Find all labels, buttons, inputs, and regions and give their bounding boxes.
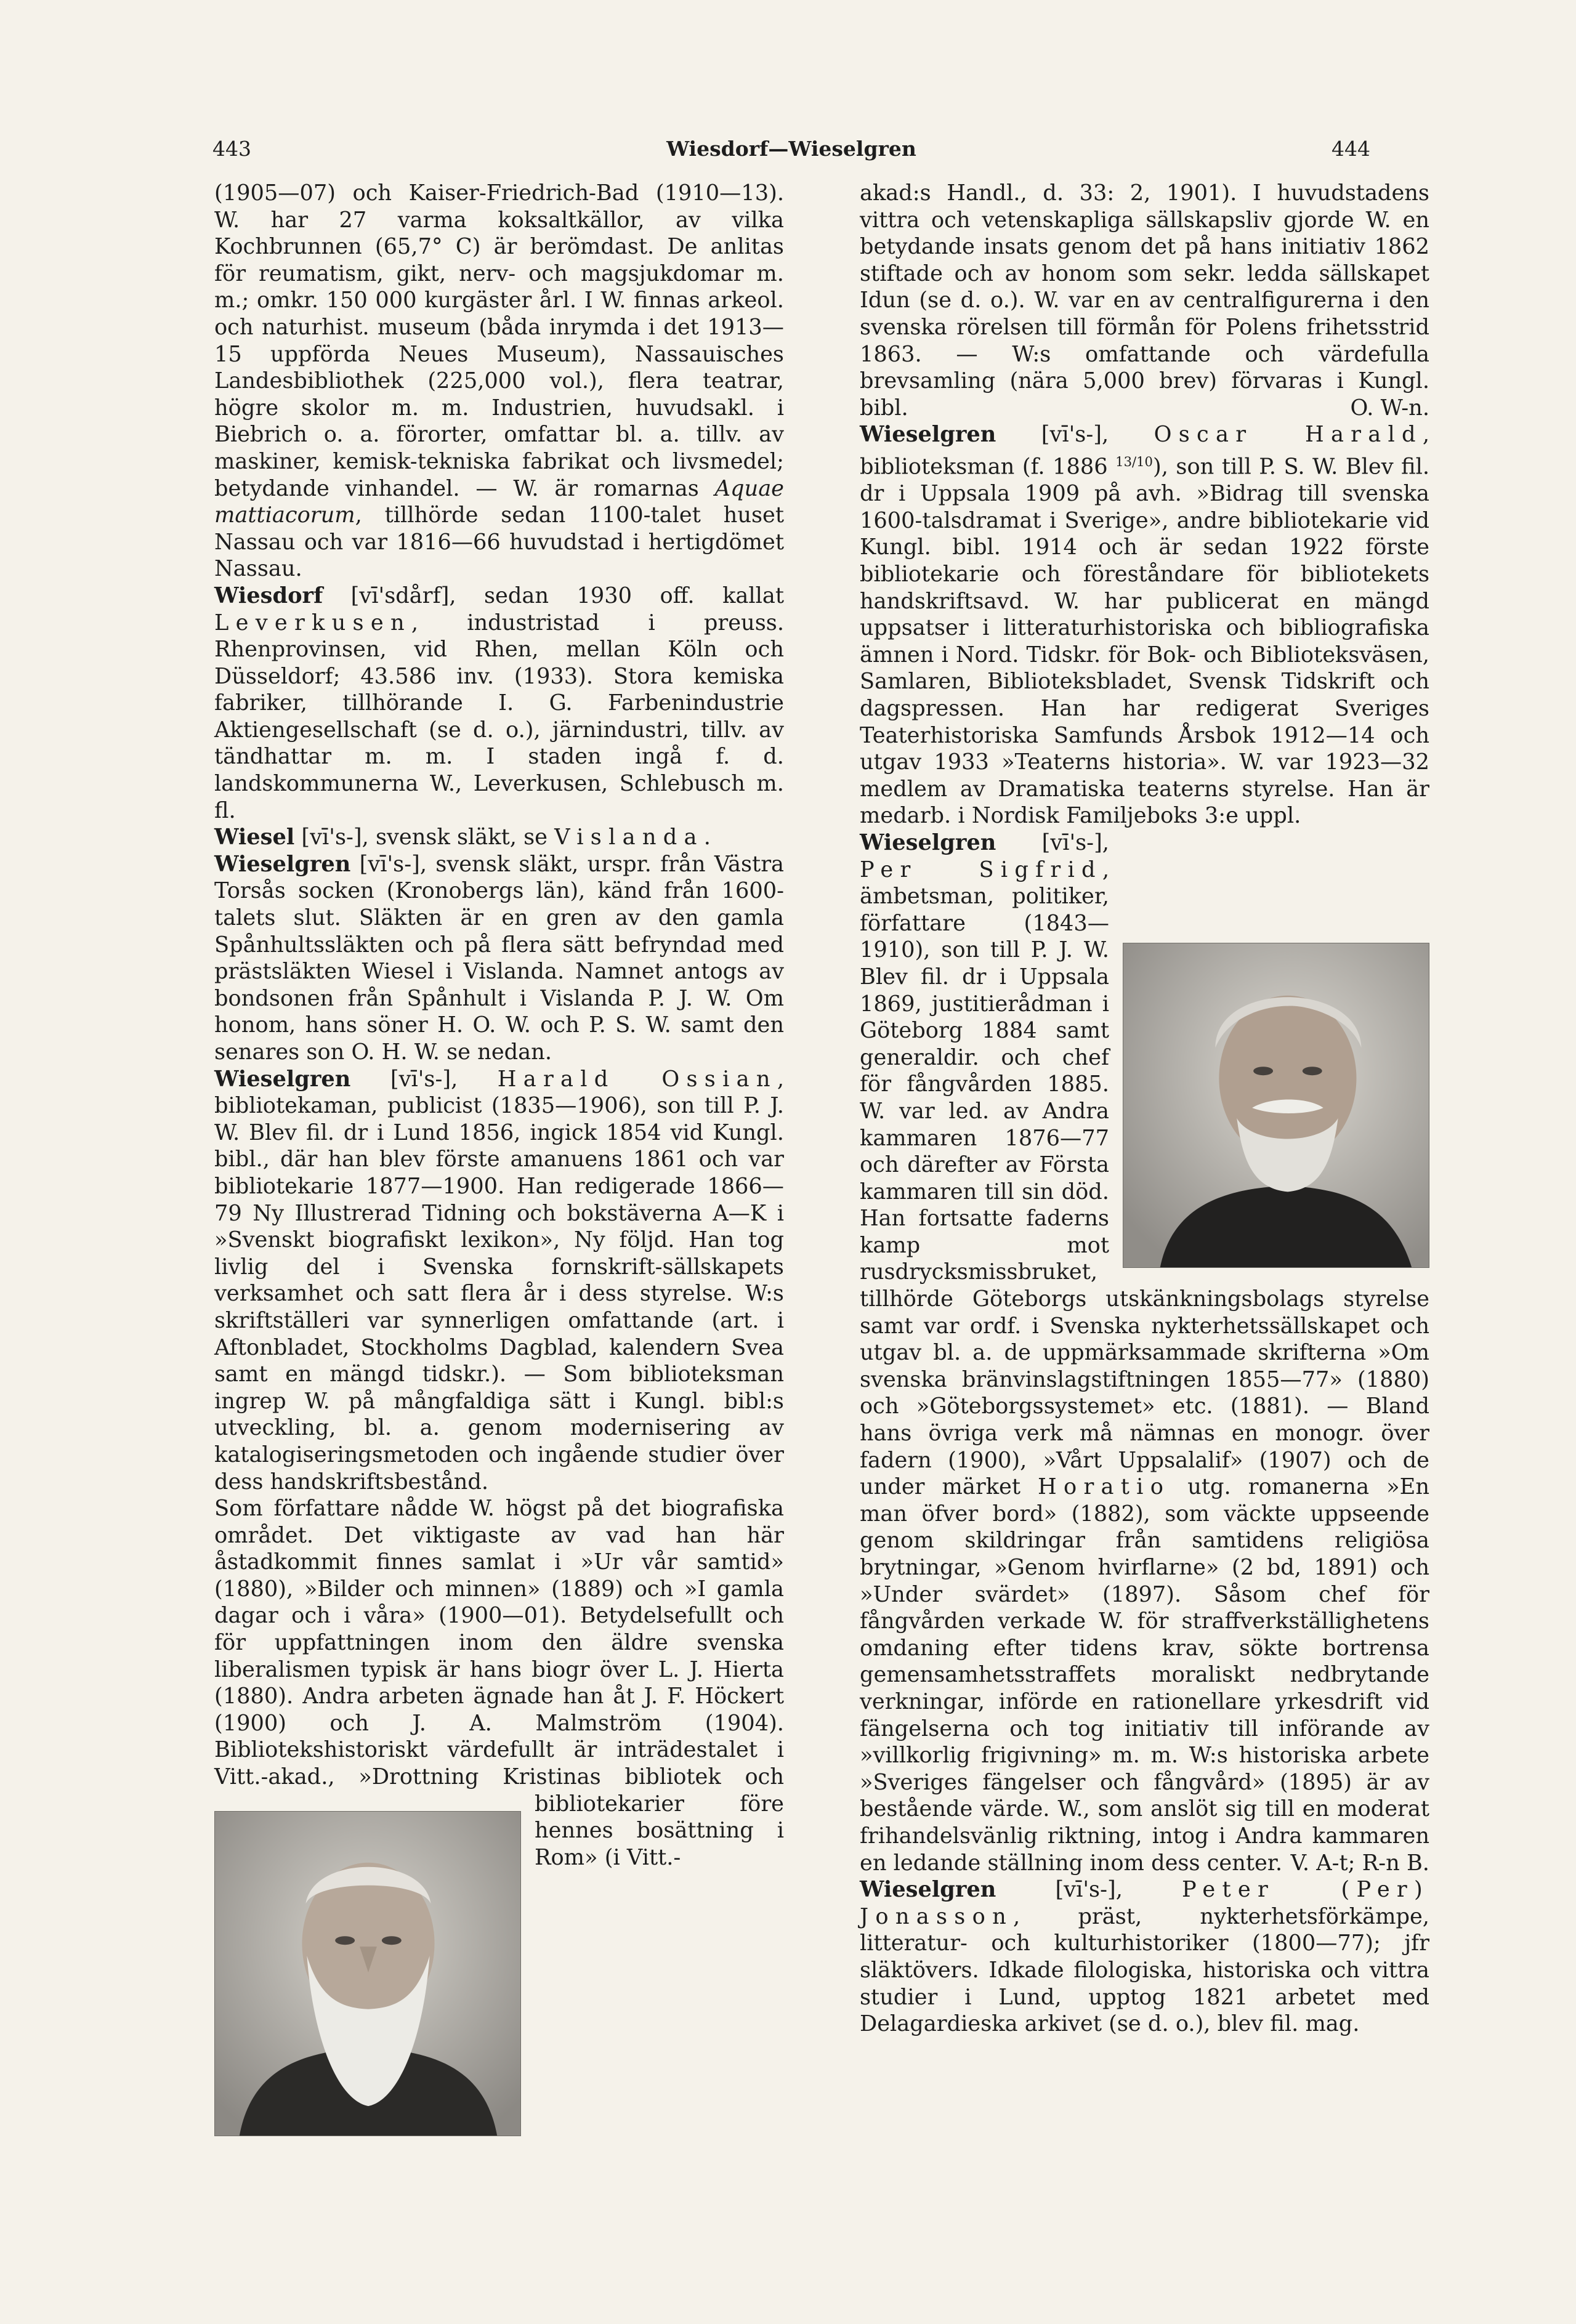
harald-ossian-continuation: akad:s Handl., d. 33: 2, 1901). I huvudstadens vittra och vetenskapliga sällskapsliv gjorde W. en betydande insats genom det på hans initiativ 1862 stiftade och av honom som sekr. ledda sällskapet Idun (se d. o.). W. var en av centralfigurerna i den svenska rörelsen till förmån för Polens frihetsstrid 1863. — W:s omfattande och värdefulla brevsamling (nära 5,000 brev) förvaras i Kungl. bibl. O. W-n.	[860, 180, 1429, 421]
page-number-right: 444	[1332, 137, 1370, 161]
portrait-photo-per-sigfrid	[1123, 943, 1429, 1267]
portrait-photo-harald-ossian	[215, 1812, 520, 2136]
entry-wieselgren-oscar-harald: Wieselgren [vī's-], Oscar Harald, biblioteksman (f. 1886 $^{13/10}$), son till P. S. W. Blev fil. dr i Uppsala 1909 på avh. »Bidrag till svenska 1600-talsdramat i Sverige», andre bibliotekarie vid Kungl. bibl. 1914 och är sedan 1922 förste bibliotekarie och föreståndare för bibliotekets handskriftsavd. W. har publicerat en mängd uppsatser i litteraturhistoriska och bibliografiska ämnen i Nord. Tidskr. för Bok- och Biblioteksväsen, Samlaren, Biblioteksbladet, Svensk Tidskrift och dagspressen. Han har redigerat Sveriges Teaterhistoriska Samfunds Årsbok 1912—14 och utgav 1933 »Teaterns historia». W. var 1923—32 medlem av Dramatiska teaterns styrelse. Han är medarb. i Nordisk Familjeboks 3:e uppl.	[860, 422, 1430, 829]
headword-wieselgren-family: Wieselgren	[214, 851, 351, 877]
spaced-peter-jonasson: Peter (Per) Jonasson	[860, 1877, 1429, 1929]
headword-wieselgren-harald: Wieselgren	[214, 1066, 351, 1092]
page-header	[212, 137, 1370, 174]
entry-wiesel: Wiesel [vī's-], svensk släkt, se Vislanda.	[214, 825, 711, 850]
birth-date: 13/10	[1115, 453, 1153, 469]
wiesbaden-continuation: (1905—07) och Kaiser-Friedrich-Bad (1910—13). W. har 27 varma koksaltkällor, av vilka Kochbrunnen (65,7° C) är berömdast. De anlitas för reumatism, gikt, nerv- och magsjukdomar m. m.; omkr. 150 000 kurgäster årl. I W. finnas arkeol. och naturhist. museum (båda inrymda i det 1913—15 uppförda Neues Museum), Nassauisches Landesbibliothek (225,000 vol.), flera teatrar, högre skolor m. m. Industrien, huvudsakl. i Biebrich o. a. förorter, omfattar bl. a. tillv. av maskiner, kemisk-tekniska fabrikat och livsmedel; betydande vinhandel. — W. är romarnas Aquae mattiacorum, tillhörde sedan 1100-talet huset Nassau och var 1816—66 huvudstad i hertigdömet Nassau.	[214, 180, 784, 582]
spaced-harald-ossian: Harald Ossian	[497, 1066, 777, 1092]
headword-wiesel: Wiesel	[214, 825, 295, 850]
spaced-oscar-harald: Oscar Harald	[1154, 422, 1423, 448]
headword-wiesdorf: Wiesdorf	[214, 583, 323, 608]
entry-wieselgren-per-sigfrid: Wieselgren [vī's-], Per Sigfrid, ämbetsman, politiker, författare (1843—1910), son till P. J. W. Blev fil. dr i Uppsala 1869, justitierådman i Göteborg 1884 samt generaldir. och chef för fångvården 1885. W. var led. av Andra kammaren 1876—77 och därefter av Första kammaren till sin död. Han fortsatte faderns kamp mot rusdrycksmissbruket, tillhörde Göteborgs utskänkningsbolags styrelse samt var ordf. i Svenska nykterhetssällskapet och utgav bl. a. de uppmärksammade skrifterna »Om svenska bränvinslagstiftningen 1855—77» (1880) och »Göteborgssystemet» etc. (1881). — Bland hans övriga verk må nämnas en monogr. över fadern (1900), »Vårt Uppsalalif» (1907) och de under märket Horatio utg. romanerna »En man öfver bord» (1882), som väckte uppseende genom skildringar från samtidens religiösa brytningar, »Genom hvirflarne» (2 bd, 1891) och »Under svärdet» (1897). Såsom chef för fångvården verkade W. för straffverkställighetens omdaning efter tidens krav, sökte bortrensa gemensamhetsstraffets moraliskt nedbrytande verkningar, införde en rationellare yrkesdrift vid fängelserna och tog initiativ till införande av »villkorlig frigivning» m. m. W:s historiska arbete »Sveriges fängelser och fångvård» (1895) är av bestående värde. W., som anslöt sig till en moderat frihandelsvänlig riktning, intog i Andra kammaren en ledande ställning inom dess center. V. A-t; R-n B.	[860, 829, 1429, 1876]
headword-wieselgren-peter: Wieselgren	[860, 1877, 996, 1903]
entry-wieselgren-harald-ossian: Wieselgren [vī's-], Harald Ossian, bibliotekaman, publicist (1835—1906), son till P. J. W. Blev fil. dr i Lund 1856, ingick 1854 vid Kungl. bibl., där han blev förste amanuens 1861 och var bibliotekarie 1877—1900. Han redigerade 1866—79 Ny Illustrerad Tidning och bokstäverna A—K i »Svenskt biografiskt lexikon», Ny följd. Han tog livlig del i Svenska fornskrift-sällskapets verksamhet och satt flera år i dess styrelse. W:s skriftställeri var synnerligen omfattande (art. i Aftonbladet, Stockholms Dagblad, kalendern Svea samt en mängd tidskr.). — Som biblioteksman ingrep W. på mångfaldiga sätt i Kungl. bibl:s utveckling, bl. a. genom modernisering av katalogiseringsmetoden och ingående studier över dess handskriftsbestånd.	[214, 1066, 784, 1496]
spaced-vislanda: Vislanda	[554, 825, 704, 850]
portrait-harald-ossian	[214, 1811, 521, 2136]
signature-per-sigfrid: V. A-t; R-n B.	[1290, 1850, 1429, 1876]
headword-wieselgren-oscar: Wieselgren	[860, 422, 996, 448]
spaced-horatio: Horatio	[1038, 1474, 1171, 1500]
entry-wieselgren-peter: Wieselgren [vī's-], Peter (Per) Jonasson, präst, nykterhetsförkämpe, litteratur- och kulturhistoriker (1800—77); jfr släktövers. Idkade filologiska, historiska och vittra studier i Lund, upptog 1821 arbetet med Delagardieska arkivet (se d. o.), blev fil. mag.	[860, 1877, 1429, 2037]
harald-ossian-author-paragraph: Som författare nådde W. högst på det biografiska området. Det viktigaste av vad han här åstadkommit finnes samlat i »Ur vår samtid» (1880), »Bilder och minnen» (1889) och »I gamla dagar och i våra» (1900—01). Betydelsefullt och för uppfattningen inom den äldre svenska liberalismen typisk är hans biogr över L. J. Hierta (1880). Andra arbeten ägnade han åt J. F. Höckert (1900) och J. A. Malmström (1904). Bibliotekshistoriskt värdefullt är inträdestalet i Vitt.-akad., »Drottning Kristinas bibliotek och bibliotekarier före hennes bosättning i Rom» (i Vitt.-	[214, 1496, 784, 1870]
spaced-per-sigfrid: Per Sigfrid	[860, 857, 1102, 882]
entry-wieselgren-family: Wieselgren [vī's-], svensk släkt, urspr. från Västra Torsås socken (Kronobergs län), känd från 1600-talets slut. Släkten är en gren av den gamla Spånhultssläkten och på flera sätt befryndad med prästsläkten Wiesel i Vislanda. Namnet antogs av bondsonen från Spånhult i Vislanda P. J. W. Om honom, hans söner H. O. W. och P. S. W. samt den senares son O. H. W. se nedan.	[214, 851, 784, 1065]
running-head: Wiesdorf—Wieselgren	[666, 137, 916, 161]
entry-wiesdorf: Wiesdorf [vī'sdårf], sedan 1930 off. kallat Leverkusen, industristad i preuss. Rhenprovinsen, vid Rhen, mellan Köln och Düsseldorf; 43.586 inv. (1933). Stora kemiska fabriker, tillhörande I. G. Farbenindustrie Aktiengesellschaft (se d. o.), järnindustri, tillv. av tändhattar m. m. I staden ingå f. d. landskommunerna W., Leverkusen, Schlebusch m. fl.	[214, 583, 784, 823]
right-column	[860, 180, 1429, 2038]
spaced-leverkusen: Leverkusen	[214, 610, 411, 635]
aquae-mattiacorum: Aquae mattiacorum	[214, 475, 784, 528]
left-column	[214, 180, 784, 2140]
headword-wieselgren-per-sigfrid: Wieselgren	[860, 829, 996, 855]
page-number-left: 443	[212, 137, 251, 161]
signature-o-w-n: O. W-n.	[1350, 395, 1429, 421]
portrait-per-sigfrid	[1123, 943, 1429, 1268]
